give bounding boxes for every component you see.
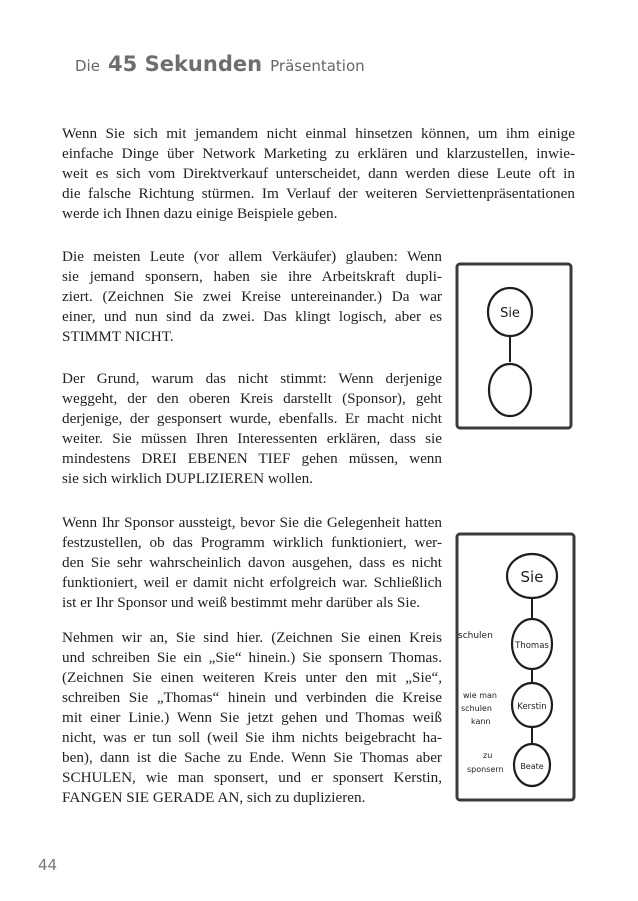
text-line: SCHULEN, wie man sponsert, und er sponsert Kerstin, [62, 769, 442, 786]
text-line: (Zeichnen Sie einen weiteren Kreis unter den mit „Sie“, [62, 669, 442, 686]
text-line: funktioniert, weil er damit nicht erfolgreich war. Schließlich [62, 574, 442, 591]
paragraph-reason [62, 369, 442, 489]
paragraph-example [62, 628, 442, 808]
text-line: FANGEN SIE GERADE AN, sich zu duplizieren. [62, 789, 366, 806]
sponsored-circle [489, 364, 531, 416]
text-line: ziert. (Zeichnen Sie zwei Kreise untereinander.) Da war [62, 288, 442, 305]
note-kann: kann [471, 717, 491, 726]
page-number: 44 [38, 856, 58, 874]
text-line: mindestens DREI EBENEN TIEF gehen müssen, wenn [62, 450, 442, 467]
text-line: ist er Ihr Sponsor und weiß bestimmt mehr darüber als Sie. [62, 594, 421, 611]
text-line: Nehmen wir an, Sie sind hier. (Zeichnen Sie einen Kreis [62, 629, 442, 646]
text-line: festzustellen, ob das Programm wirklich funktioniert, wer- [62, 534, 442, 551]
text-line: und schreiben Sie ein „Sie“ hinein.) Sie sponsern Thomas. [62, 649, 442, 666]
text-line: sie sich wirklich DUPLIZIEREN wollen. [62, 470, 313, 487]
text-line: weiter. Sie müssen Ihren Interessenten erklären, dass sie [62, 430, 442, 447]
note-schulen: schulen [458, 631, 493, 641]
circle-beate-label: Beate [520, 762, 544, 771]
text-line: Wenn Ihr Sponsor aussteigt, bevor Sie die Gelegenheit hatten [62, 514, 442, 531]
two-circles-drawing [455, 262, 573, 430]
text-line: weit es sich vom Direktverkauf unterscheidet, dann werden diese Leute oft in [62, 165, 575, 182]
text-line: Die meisten Leute (vor allem Verkäufer) glauben: Wenn [62, 248, 442, 265]
circle-sie-label: Sie [520, 568, 544, 586]
text-line: weggeht, der den oberen Kreis darstellt (Sponsor), geht [62, 390, 442, 407]
text-line: werde ich Ihnen dazu einige Beispiele geben. [62, 205, 338, 222]
text-line: schreiben Sie „Thomas“ hinein und verbinden die Kreise [62, 689, 442, 706]
running-header [75, 52, 365, 76]
note-wie-man: wie man [463, 691, 497, 700]
text-line: derjenige, der gesponsert wurde, ebenfalls. Er macht nicht [62, 410, 442, 427]
header-die: Die [75, 57, 100, 75]
text-line: Der Grund, warum das nicht stimmt: Wenn derjenige [62, 370, 442, 387]
text-line: einfache Dinge über Network Marketing zu erklären und klarzustellen, inwie- [62, 145, 575, 162]
circle-kerstin-label: Kerstin [517, 702, 547, 712]
text-line: STIMMT NICHT. [62, 328, 174, 345]
text-line: den Sie sehr wahrscheinlich davon ausgehen, dass es nicht [62, 554, 442, 571]
note-sponsern: sponsern [467, 765, 504, 774]
sponsor-circle-label: Sie [500, 306, 520, 321]
header-title: 45 Sekunden [108, 52, 263, 76]
paragraph-intro [62, 124, 575, 224]
paragraph-sponsor-leaves [62, 513, 442, 613]
note-zu: zu [483, 751, 493, 760]
paragraph-duplication-myth [62, 247, 442, 347]
header-subtitle: Präsentation [270, 57, 365, 75]
text-line: Wenn Sie sich mit jemandem nicht einmal hinsetzen können, um ihm einige [62, 125, 575, 142]
text-line: einer, und nun sind da zwei. Das klingt logisch, aber es [62, 308, 442, 325]
text-line: sie jemand sponsern, haben sie ihre Arbeitskraft dupli- [62, 268, 442, 285]
text-line: ben), dann ist die Sache zu Ende. Wenn Sie Thomas aber [62, 749, 442, 766]
text-line: die falsche Richtung stürmen. Im Verlauf der weiteren Serviettenpräsentationen [62, 185, 575, 202]
circle-thomas-label: Thomas [515, 641, 549, 651]
duplication-chain-drawing [455, 532, 576, 802]
text-line: nicht, was er tun soll (weil Sie ihm nichts beigebracht ha- [62, 729, 442, 746]
note-schulen-2: schulen [461, 704, 492, 713]
text-line: mit einer Linie.) Wenn Sie jetzt gehen und Thomas weiß [62, 709, 442, 726]
